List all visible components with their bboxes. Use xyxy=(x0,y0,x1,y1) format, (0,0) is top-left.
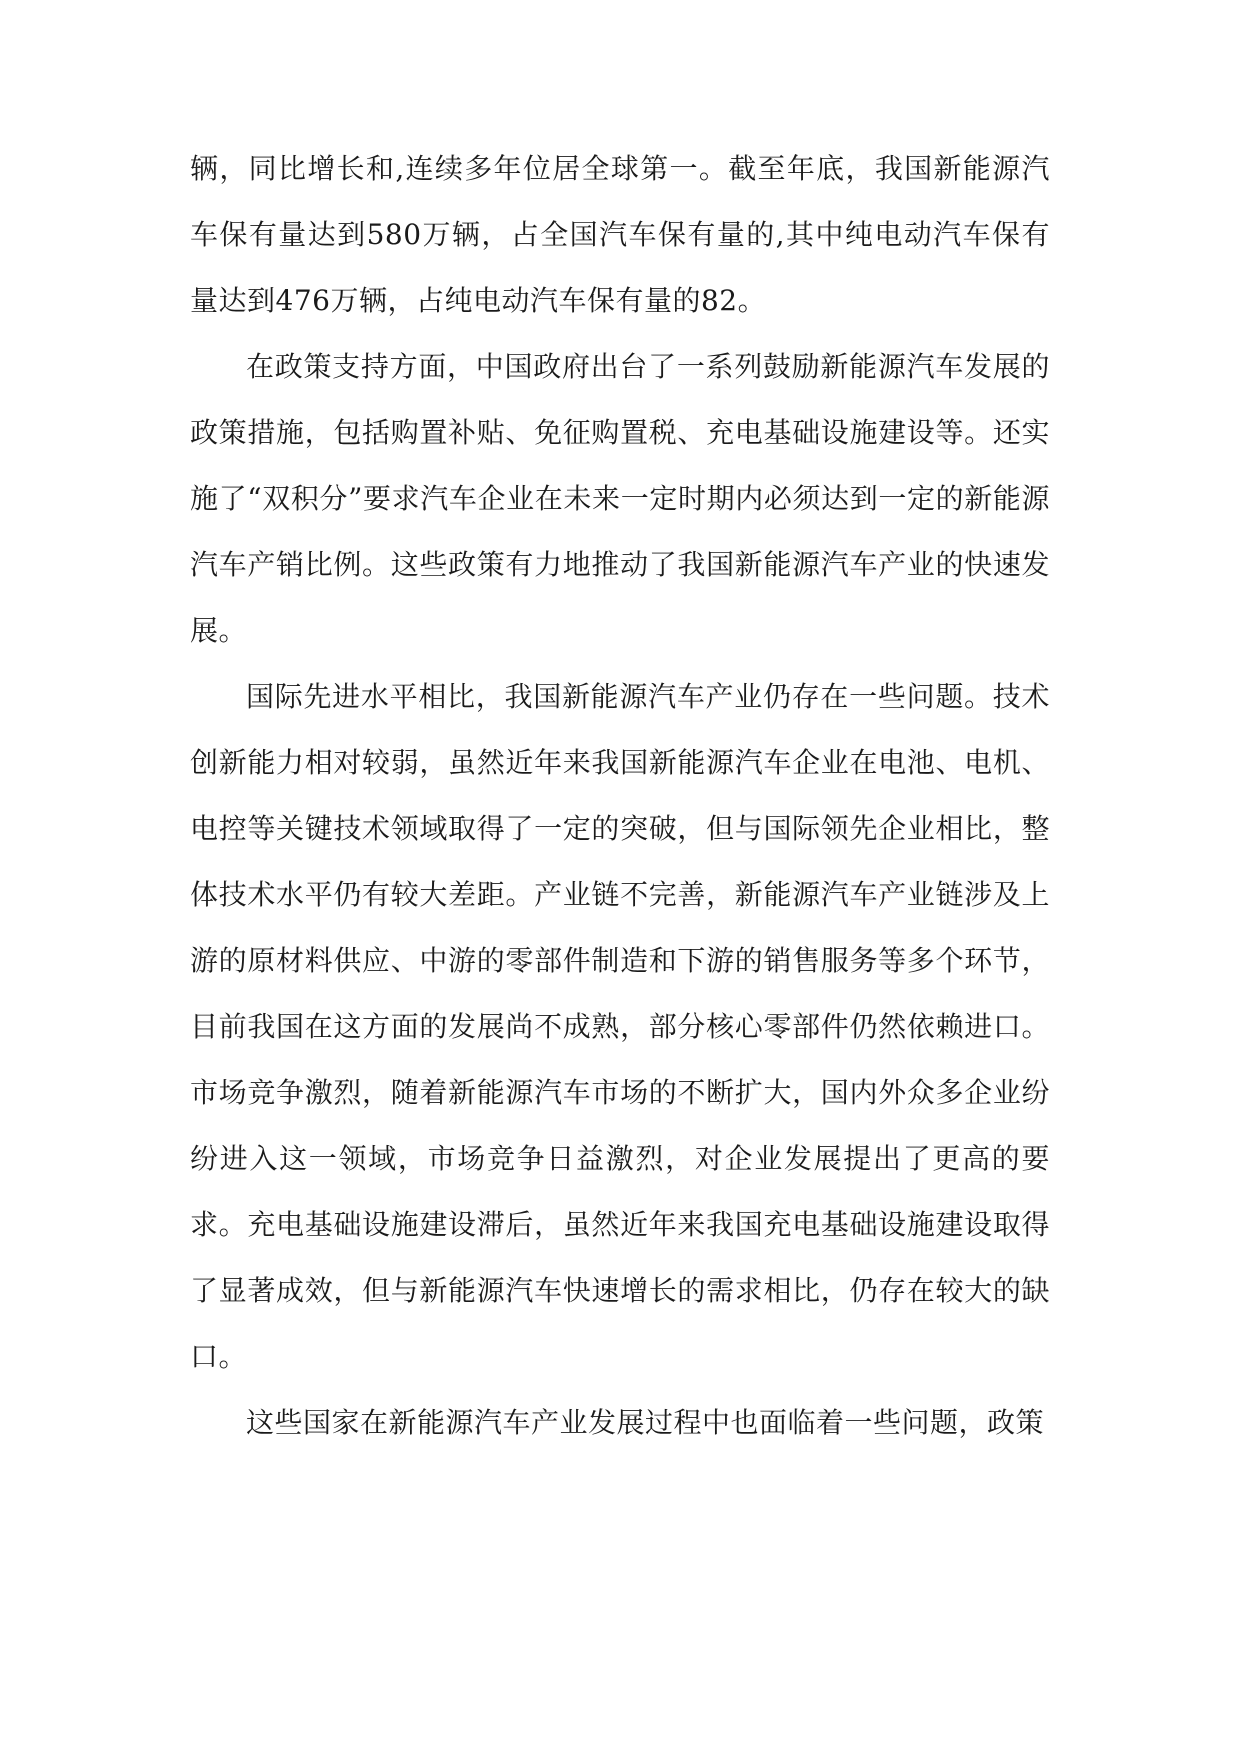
paragraph-policy-support: 在政策支持方面，中国政府出台了一系列鼓励新能源汽车发展的政策措施，包括购置补贴、免征购置税、充电基础设施建设等。还实施了“双积分”要求汽车企业在未来一定时期内必须达到一定的新能源汽车产销比例。这些政策有力地推动了我国新能源汽车产业的快速发展。 xyxy=(190,350,1050,647)
paragraph-other-countries: 这些国家在新能源汽车产业发展过程中也面临着一些问题，政策 xyxy=(246,1406,1045,1439)
body-text xyxy=(190,136,1050,1456)
paragraph-industry-problems: 国际先进水平相比，我国新能源汽车产业仍存在一些问题。技术创新能力相对较弱，虽然近年来我国新能源汽车企业在电池、电机、电控等关键技术领域取得了一定的突破，但与国际领先企业相比，整体技术水平仍有较大差距。产业链不完善，新能源汽车产业链涉及上游的原材料供应、中游的零部件制造和下游的销售服务等多个环节，目前我国在这方面的发展尚不成熟，部分核心零部件仍然依赖进口。市场竞争激烈，随着新能源汽车市场的不断扩大，国内外众多企业纷纷进入这一领域，市场竞争日益激烈，对企业发展提出了更高的要求。充电基础设施建设滞后，虽然近年来我国充电基础设施建设取得了显著成效，但与新能源汽车快速增长的需求相比，仍存在较大的缺口。 xyxy=(190,680,1050,1373)
paragraph-ownership-stats: 辆，同比增长和,连续多年位居全球第一。截至年底，我国新能源汽车保有量达到580万辆，占全国汽车保有量的,其中纯电动汽车保有量达到476万辆，占纯电动汽车保有量的82。 xyxy=(190,152,1050,317)
